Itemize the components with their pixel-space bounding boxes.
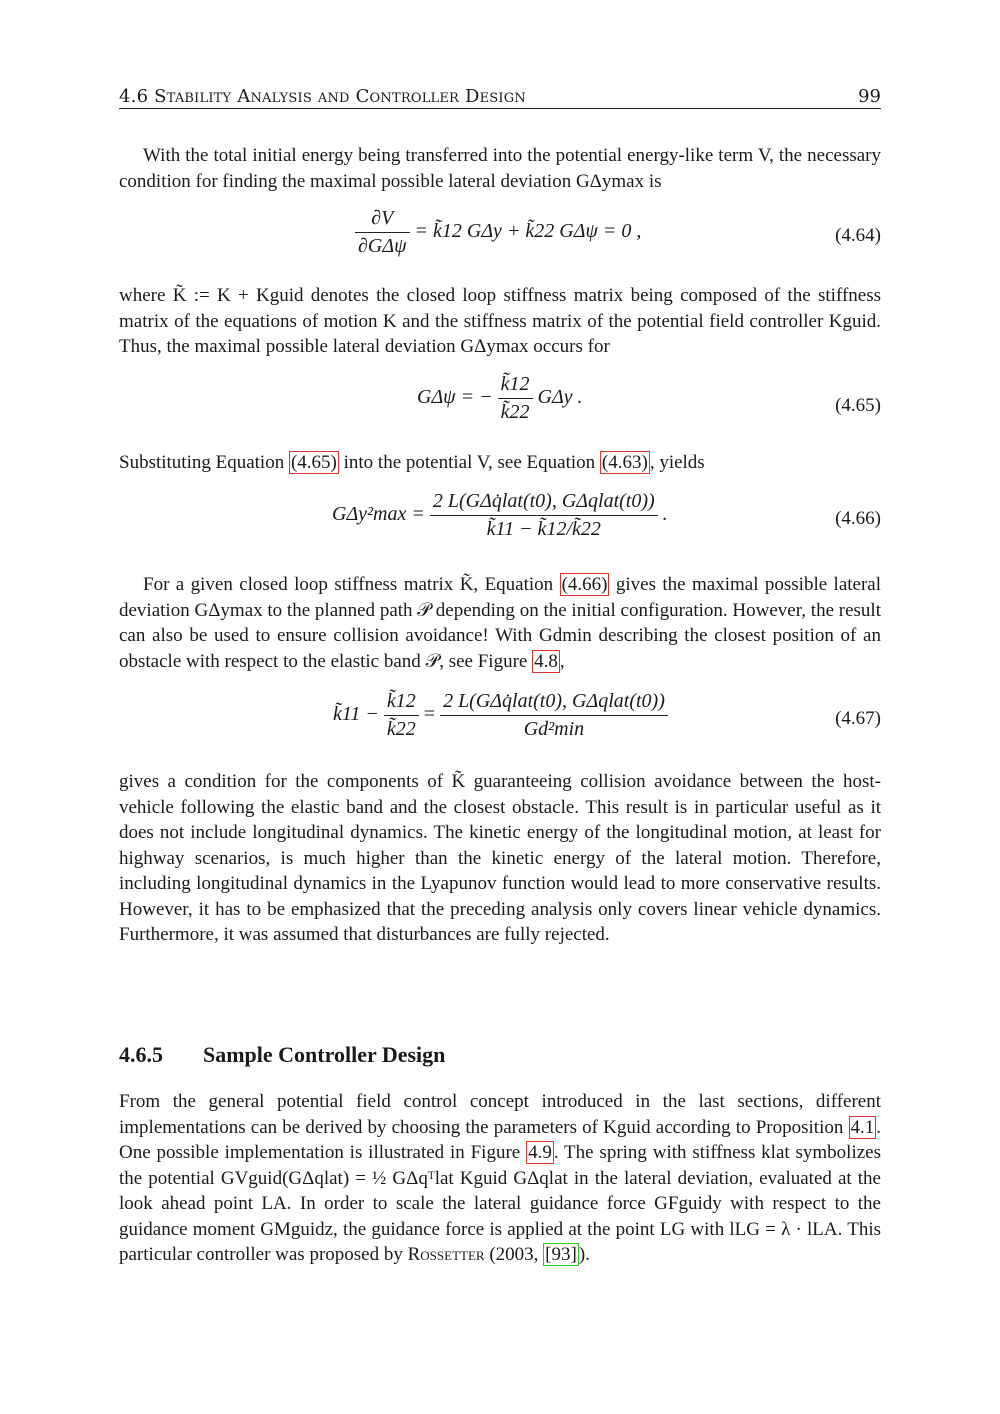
figure-link-4-8[interactable]: 4.8: [534, 650, 558, 672]
paragraph-2: where K̃ := K + Kguid denotes the closed loop stiffness matrix being composed of the stiffness matrix of the equations of motion K and the stiffness matrix of the potential field controller Kguid. Thus, the maximal possible lateral deviation GΔymax occurs for: [119, 285, 881, 357]
paragraph-1: With the total initial energy being transferred into the potential energy-like term V, the necessary condition for finding the maximal possible lateral deviation GΔymax is: [119, 145, 881, 192]
eq64-number: (4.64): [835, 225, 881, 246]
proposition-link-4-1[interactable]: 4.1: [850, 1116, 875, 1138]
header-section-title: 4.6 Stability Analysis and Controller Design: [119, 86, 526, 107]
eq66-fraction: $\frac{\text{2 L(GΔq̇lat(t0), GΔqlat(t0))}}{k̃11 - k̃12/k̃22}$: [430, 490, 658, 541]
equation-link-4-63[interactable]: (4.63): [601, 452, 648, 473]
citation-link-93[interactable]: [93]: [545, 1244, 577, 1265]
section-heading: [119, 1042, 445, 1068]
equation-4-66: GΔy²max = $\frac{\text{2 L(GΔq̇lat(t0), GΔqlat(t0))}}{k̃11 - k̃12/k̃22}$ . (4.66): [332, 490, 881, 540]
page-number: 99: [858, 86, 881, 107]
running-header: [119, 86, 881, 109]
paragraph-5: gives a condition for the components of K̃ guaranteeing collision avoidance between the host-vehicle following the elastic band and the closest obstacle. This result is in particular useful as it does not include longitudinal dynamics. The kinetic energy of the longitudinal motion, at least for highway scenarios, is much higher than the kinetic energy of the lateral motion. Therefore, including longitudinal dynamics in the Lyapunov function would lead to more conservative results. However, it has to be emphasized that the preceding analysis only covers linear vehicle dynamics. Furthermore, it was assumed that disturbances are fully rejected.: [119, 771, 881, 945]
equation-4-65: GΔψ = − $\frac{k̃12}{k̃22}$ GΔy . (4.65): [417, 373, 881, 423]
eq65-fraction: $\frac{k̃12}{k̃22}$: [498, 373, 533, 424]
author-name: Rossetter: [407, 1244, 485, 1265]
equation-link-4-66[interactable]: (4.66): [561, 574, 608, 595]
eq64-rhs: = k̃12 GΔy + k̃22 GΔψ = 0 ,: [414, 220, 642, 243]
figure-link-4-9[interactable]: 4.9: [528, 1142, 552, 1163]
paragraph-4: For a given closed loop stiffness matrix K̃, Equation (4.66) gives the maximal possible lateral deviation GΔymax to the planned path 𝒫 depending on the initial configuration. However, the result can also be used to ensure collision avoidance! With Gdmin describing the closest position of an obstacle with respect to the elastic band 𝒫, see Figure 4.8 ,: [119, 574, 882, 672]
section-number: 4.6.5: [119, 1042, 163, 1067]
section-title: Sample Controller Design: [203, 1042, 446, 1067]
eq66-number: (4.66): [835, 508, 881, 529]
eq64-fraction: $\frac{\partial V}{\text{∂GΔψ}}$: [355, 207, 410, 258]
equation-4-67: k̃11 − $\frac{k̃12}{k̃22}$ = $\frac{\text{2 L(GΔq̇lat(t0), GΔqlat(t0))}}{\text{Gd²min}}$ (4.67): [333, 690, 881, 740]
equation-4-64: [119, 207, 881, 267]
eq67-number: (4.67): [835, 708, 881, 729]
paragraph-6: From the general potential field control concept introduced in the last sections, different implementations can be derived by choosing the parameters of Kguid according to Proposition 4.1 . One possible implementation is illustrated in Figure 4.9 . The spring with stiffness klat symbolizes the potential GVguid(GΔqlat) = ½ GΔqᵀlat Kguid GΔqlat in the lateral deviation, evaluated at the look ahead point LA. In order to scale the lateral guidance force GFguidy with respect to the guidance moment GMguidz, the guidance force is applied at the point LG with lLG = λ · lLA. This particular controller was proposed by Rossetter (2003, [93] ).: [119, 1091, 881, 1265]
eq65-number: (4.65): [835, 395, 881, 416]
paragraph-3: Substituting Equation (4.65) into the potential V, see Equation (4.63) , yields: [119, 452, 705, 473]
equation-link-4-65[interactable]: (4.65): [290, 452, 337, 473]
eq67-fraction: $\frac{\text{2 L(GΔq̇lat(t0), GΔqlat(t0))}}{\text{Gd²min}}$: [440, 690, 668, 741]
